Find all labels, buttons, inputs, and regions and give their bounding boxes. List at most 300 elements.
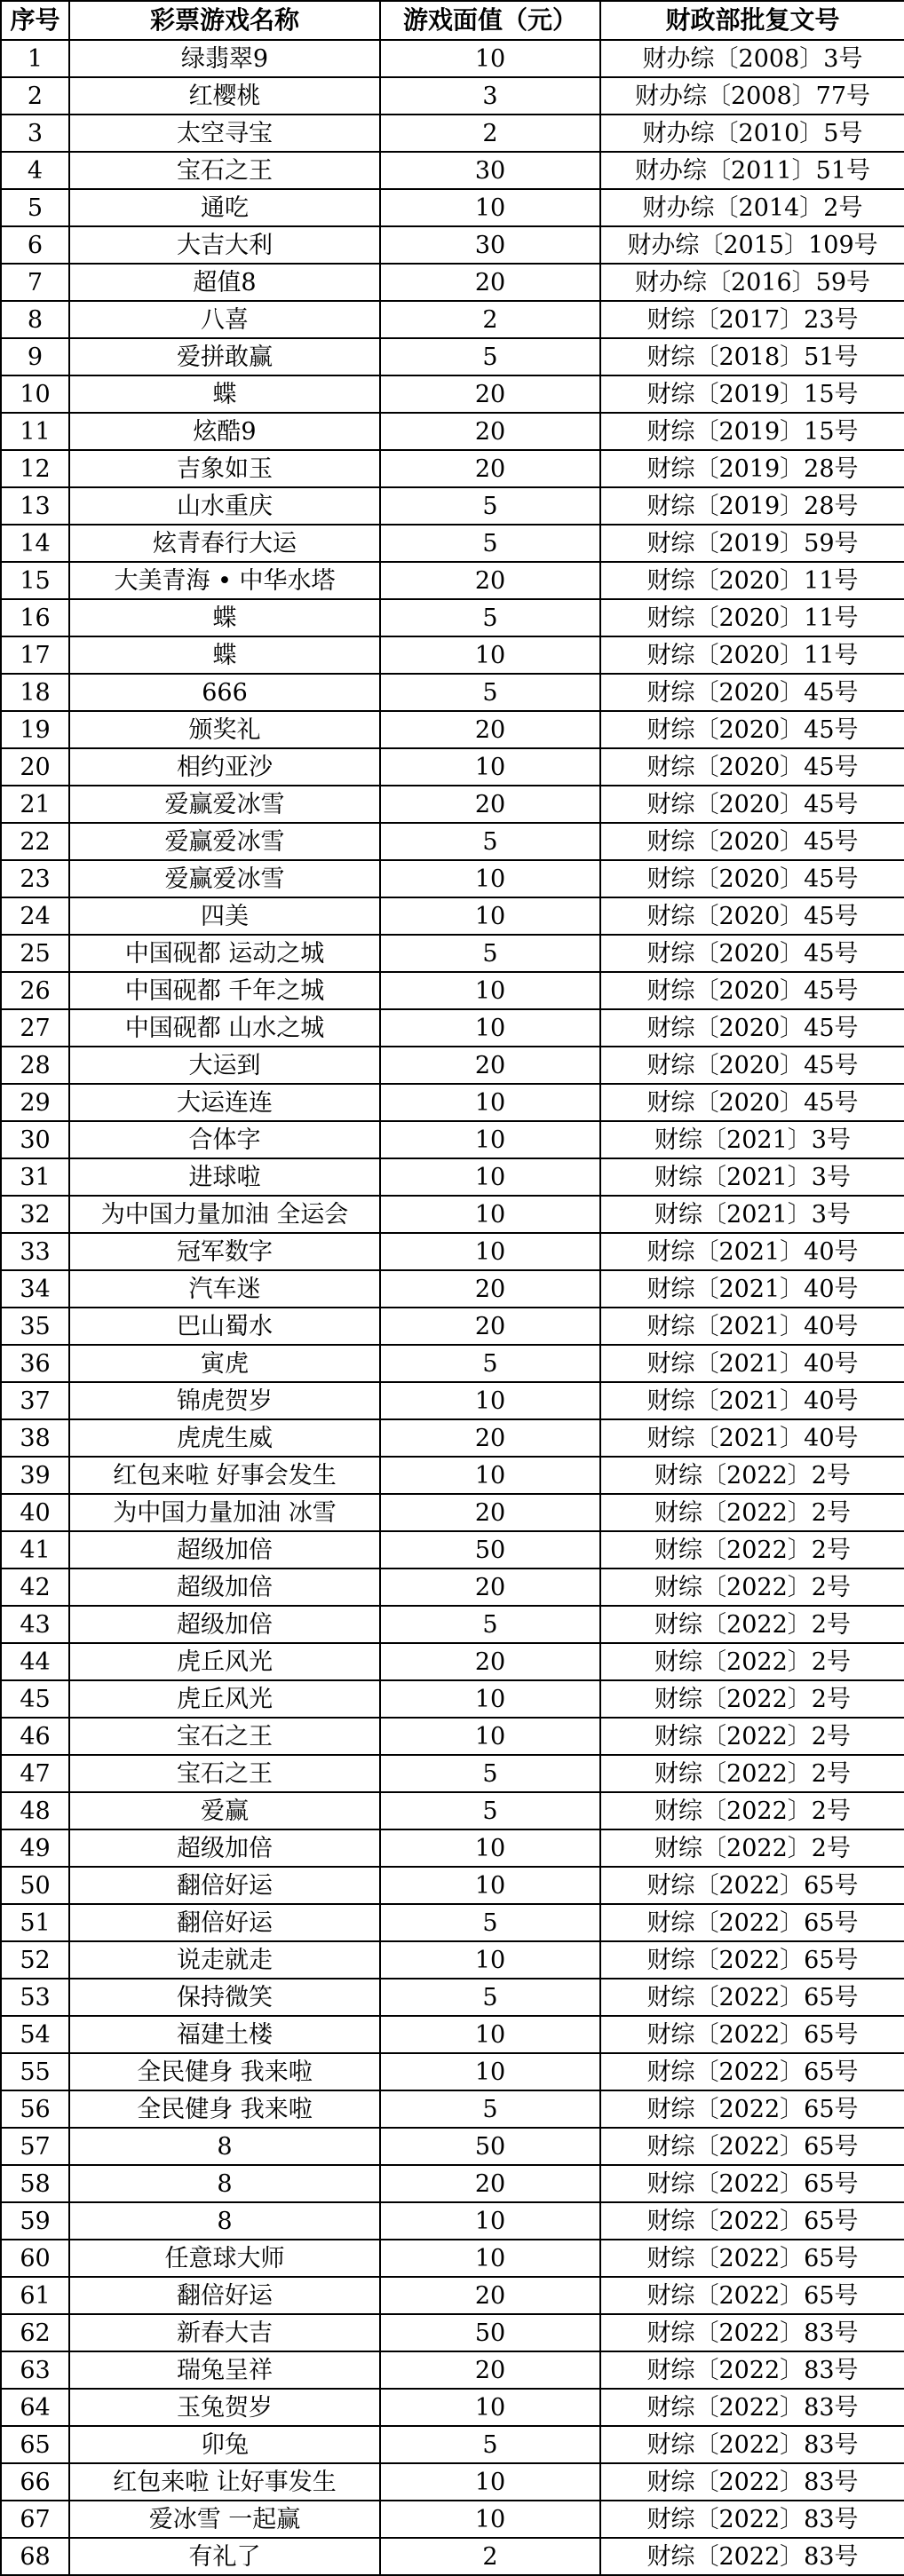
row-face-value: 20 [380, 711, 600, 748]
row-index: 50 [1, 1867, 69, 1904]
table-row [1, 786, 904, 823]
row-approval-doc: 财综〔2022〕2号 [600, 1569, 904, 1606]
table-row [1, 264, 904, 301]
table-row [1, 748, 904, 786]
row-approval-doc: 财综〔2020〕45号 [600, 711, 904, 748]
row-game-name: 红包来啦 好事会发生 [69, 1457, 380, 1494]
row-face-value: 10 [380, 636, 600, 674]
table-row [1, 1196, 904, 1233]
row-game-name: 说走就走 [69, 1941, 380, 1979]
row-game-name: 虎虎生威 [69, 1419, 380, 1457]
row-game-name: 超级加倍 [69, 1569, 380, 1606]
row-game-name: 中国砚都 山水之城 [69, 1009, 380, 1047]
table-row [1, 935, 904, 972]
row-face-value: 10 [380, 2389, 600, 2426]
header-face-value: 游戏面值（元） [380, 1, 600, 40]
row-approval-doc: 财综〔2022〕65号 [600, 1979, 904, 2016]
row-game-name: 绿翡翠9 [69, 40, 380, 77]
row-approval-doc: 财综〔2022〕83号 [600, 2463, 904, 2501]
table-row [1, 1270, 904, 1308]
row-game-name: 8 [69, 2128, 380, 2165]
row-approval-doc: 财综〔2021〕3号 [600, 1196, 904, 1233]
row-approval-doc: 财综〔2021〕40号 [600, 1308, 904, 1345]
row-approval-doc: 财办综〔2008〕77号 [600, 77, 904, 115]
table-row [1, 2016, 904, 2053]
row-face-value: 20 [380, 413, 600, 450]
row-face-value: 20 [380, 450, 600, 487]
table-row [1, 2314, 904, 2351]
table-row [1, 1382, 904, 1419]
table-row [1, 2463, 904, 2501]
row-game-name: 爱冰雪 一起赢 [69, 2501, 380, 2538]
row-index: 59 [1, 2202, 69, 2240]
row-index: 66 [1, 2463, 69, 2501]
row-game-name: 翻倍好运 [69, 1904, 380, 1941]
row-face-value: 20 [380, 1643, 600, 1680]
row-face-value: 2 [380, 115, 600, 152]
row-index: 30 [1, 1121, 69, 1158]
row-game-name: 翻倍好运 [69, 2277, 380, 2314]
row-index: 54 [1, 2016, 69, 2053]
table-row [1, 1121, 904, 1158]
table-row [1, 1643, 904, 1680]
table-row [1, 450, 904, 487]
row-face-value: 2 [380, 301, 600, 338]
row-approval-doc: 财综〔2020〕45号 [600, 786, 904, 823]
row-game-name: 大运到 [69, 1047, 380, 1084]
table-row [1, 1941, 904, 1979]
row-game-name: 8 [69, 2202, 380, 2240]
row-approval-doc: 财综〔2022〕83号 [600, 2426, 904, 2463]
row-face-value: 10 [380, 972, 600, 1009]
table-row [1, 2240, 904, 2277]
row-face-value: 10 [380, 748, 600, 786]
row-approval-doc: 财综〔2019〕28号 [600, 450, 904, 487]
row-approval-doc: 财综〔2019〕15号 [600, 413, 904, 450]
table-row [1, 1084, 904, 1121]
table-row [1, 301, 904, 338]
row-approval-doc: 财办综〔2008〕3号 [600, 40, 904, 77]
header-game-name: 彩票游戏名称 [69, 1, 380, 40]
row-approval-doc: 财综〔2022〕65号 [600, 2053, 904, 2090]
row-index: 31 [1, 1158, 69, 1196]
row-game-name: 炫青春行大运 [69, 525, 380, 562]
row-face-value: 20 [380, 2277, 600, 2314]
row-game-name: 任意球大师 [69, 2240, 380, 2277]
table-row [1, 897, 904, 935]
row-approval-doc: 财综〔2020〕11号 [600, 562, 904, 599]
row-approval-doc: 财综〔2022〕65号 [600, 1867, 904, 1904]
row-approval-doc: 财综〔2020〕45号 [600, 935, 904, 972]
row-index: 7 [1, 264, 69, 301]
row-approval-doc: 财综〔2020〕45号 [600, 1084, 904, 1121]
row-game-name: 四美 [69, 897, 380, 935]
table-row [1, 375, 904, 413]
row-face-value: 10 [380, 1009, 600, 1047]
row-approval-doc: 财综〔2019〕15号 [600, 375, 904, 413]
row-face-value: 5 [380, 599, 600, 636]
row-face-value: 10 [380, 2501, 600, 2538]
row-face-value: 20 [380, 1419, 600, 1457]
row-game-name: 寅虎 [69, 1345, 380, 1382]
row-index: 22 [1, 823, 69, 860]
row-approval-doc: 财综〔2019〕28号 [600, 487, 904, 525]
row-approval-doc: 财综〔2022〕2号 [600, 1494, 904, 1531]
row-game-name: 蝶 [69, 375, 380, 413]
row-face-value: 50 [380, 1531, 600, 1569]
row-game-name: 红樱桃 [69, 77, 380, 115]
table-row [1, 2165, 904, 2202]
row-index: 58 [1, 2165, 69, 2202]
row-face-value: 20 [380, 1308, 600, 1345]
row-approval-doc: 财综〔2020〕45号 [600, 972, 904, 1009]
row-index: 53 [1, 1979, 69, 2016]
row-face-value: 10 [380, 1382, 600, 1419]
row-face-value: 5 [380, 1979, 600, 2016]
table-row [1, 599, 904, 636]
row-approval-doc: 财综〔2022〕2号 [600, 1680, 904, 1718]
row-approval-doc: 财综〔2022〕2号 [600, 1829, 904, 1867]
row-game-name: 翻倍好运 [69, 1867, 380, 1904]
row-index: 60 [1, 2240, 69, 2277]
table-row [1, 1606, 904, 1643]
row-approval-doc: 财综〔2020〕45号 [600, 897, 904, 935]
row-index: 16 [1, 599, 69, 636]
row-game-name: 全民健身 我来啦 [69, 2053, 380, 2090]
table-row [1, 487, 904, 525]
row-index: 11 [1, 413, 69, 450]
row-approval-doc: 财综〔2022〕65号 [600, 2016, 904, 2053]
row-face-value: 10 [380, 1941, 600, 1979]
row-face-value: 10 [380, 1457, 600, 1494]
row-face-value: 10 [380, 860, 600, 897]
row-approval-doc: 财综〔2020〕11号 [600, 636, 904, 674]
table-row [1, 1979, 904, 2016]
row-face-value: 10 [380, 2463, 600, 2501]
header-approval-doc: 财政部批复文号 [600, 1, 904, 40]
row-game-name: 山水重庆 [69, 487, 380, 525]
row-index: 32 [1, 1196, 69, 1233]
row-index: 65 [1, 2426, 69, 2463]
row-game-name: 蝶 [69, 599, 380, 636]
table-row [1, 1158, 904, 1196]
row-game-name: 666 [69, 674, 380, 711]
table-row [1, 1569, 904, 1606]
row-face-value: 10 [380, 189, 600, 226]
row-approval-doc: 财综〔2020〕45号 [600, 860, 904, 897]
table-row [1, 1904, 904, 1941]
row-approval-doc: 财综〔2021〕40号 [600, 1233, 904, 1270]
table-row [1, 152, 904, 189]
row-face-value: 5 [380, 823, 600, 860]
row-face-value: 5 [380, 1606, 600, 1643]
row-game-name: 大吉大利 [69, 226, 380, 264]
row-game-name: 爱赢爱冰雪 [69, 786, 380, 823]
row-index: 23 [1, 860, 69, 897]
row-face-value: 10 [380, 1233, 600, 1270]
row-index: 46 [1, 1718, 69, 1755]
row-game-name: 大运连连 [69, 1084, 380, 1121]
row-game-name: 吉象如玉 [69, 450, 380, 487]
row-index: 21 [1, 786, 69, 823]
row-game-name: 卯兔 [69, 2426, 380, 2463]
row-index: 56 [1, 2090, 69, 2128]
row-game-name: 相约亚沙 [69, 748, 380, 786]
row-face-value: 20 [380, 2351, 600, 2389]
row-index: 20 [1, 748, 69, 786]
table-row [1, 2090, 904, 2128]
row-face-value: 10 [380, 2240, 600, 2277]
row-index: 37 [1, 1382, 69, 1419]
table-row [1, 1867, 904, 1904]
row-game-name: 中国砚都 千年之城 [69, 972, 380, 1009]
row-face-value: 10 [380, 1718, 600, 1755]
row-approval-doc: 财综〔2022〕83号 [600, 2501, 904, 2538]
header-index: 序号 [1, 1, 69, 40]
table-row [1, 1680, 904, 1718]
row-approval-doc: 财综〔2020〕11号 [600, 599, 904, 636]
table-row [1, 972, 904, 1009]
row-face-value: 20 [380, 562, 600, 599]
row-index: 28 [1, 1047, 69, 1084]
row-face-value: 20 [380, 375, 600, 413]
row-game-name: 合体字 [69, 1121, 380, 1158]
row-approval-doc: 财综〔2021〕40号 [600, 1419, 904, 1457]
row-index: 67 [1, 2501, 69, 2538]
table-row [1, 1047, 904, 1084]
row-face-value: 5 [380, 935, 600, 972]
row-face-value: 5 [380, 1755, 600, 1792]
row-approval-doc: 财综〔2022〕65号 [600, 2090, 904, 2128]
table-row [1, 2389, 904, 2426]
row-game-name: 超值8 [69, 264, 380, 301]
table-row [1, 1009, 904, 1047]
row-game-name: 爱拼敢赢 [69, 338, 380, 375]
row-game-name: 爱赢爱冰雪 [69, 823, 380, 860]
row-index: 33 [1, 1233, 69, 1270]
row-face-value: 5 [380, 1904, 600, 1941]
row-game-name: 汽车迷 [69, 1270, 380, 1308]
row-face-value: 20 [380, 1270, 600, 1308]
row-approval-doc: 财综〔2022〕65号 [600, 1904, 904, 1941]
table-row [1, 77, 904, 115]
row-approval-doc: 财综〔2022〕83号 [600, 2538, 904, 2575]
row-game-name: 通吃 [69, 189, 380, 226]
row-face-value: 10 [380, 1196, 600, 1233]
row-index: 35 [1, 1308, 69, 1345]
row-approval-doc: 财办综〔2011〕51号 [600, 152, 904, 189]
row-approval-doc: 财综〔2022〕65号 [600, 2240, 904, 2277]
row-approval-doc: 财综〔2022〕65号 [600, 2277, 904, 2314]
row-index: 45 [1, 1680, 69, 1718]
row-index: 8 [1, 301, 69, 338]
row-approval-doc: 财综〔2021〕40号 [600, 1345, 904, 1382]
row-face-value: 5 [380, 1792, 600, 1829]
row-approval-doc: 财综〔2020〕45号 [600, 674, 904, 711]
row-game-name: 保持微笑 [69, 1979, 380, 2016]
row-game-name: 有礼了 [69, 2538, 380, 2575]
row-game-name: 中国砚都 运动之城 [69, 935, 380, 972]
row-game-name: 红包来啦 让好事发生 [69, 2463, 380, 2501]
row-approval-doc: 财综〔2022〕2号 [600, 1457, 904, 1494]
table-row [1, 711, 904, 748]
row-approval-doc: 财办综〔2014〕2号 [600, 189, 904, 226]
row-approval-doc: 财综〔2022〕65号 [600, 2202, 904, 2240]
row-game-name: 宝石之王 [69, 152, 380, 189]
row-face-value: 10 [380, 2053, 600, 2090]
row-face-value: 5 [380, 1345, 600, 1382]
row-approval-doc: 财综〔2021〕3号 [600, 1158, 904, 1196]
row-face-value: 5 [380, 674, 600, 711]
row-face-value: 10 [380, 1829, 600, 1867]
row-face-value: 20 [380, 264, 600, 301]
row-index: 15 [1, 562, 69, 599]
row-game-name: 全民健身 我来啦 [69, 2090, 380, 2128]
row-index: 57 [1, 2128, 69, 2165]
row-index: 62 [1, 2314, 69, 2351]
table-row [1, 562, 904, 599]
table-row [1, 1718, 904, 1755]
row-approval-doc: 财综〔2021〕40号 [600, 1382, 904, 1419]
row-index: 12 [1, 450, 69, 487]
row-game-name: 宝石之王 [69, 1755, 380, 1792]
row-face-value: 2 [380, 2538, 600, 2575]
row-index: 43 [1, 1606, 69, 1643]
table-row [1, 2426, 904, 2463]
table-row [1, 226, 904, 264]
row-face-value: 10 [380, 1867, 600, 1904]
row-index: 6 [1, 226, 69, 264]
row-game-name: 超级加倍 [69, 1829, 380, 1867]
row-approval-doc: 财综〔2019〕59号 [600, 525, 904, 562]
row-approval-doc: 财综〔2020〕45号 [600, 1047, 904, 1084]
row-approval-doc: 财综〔2022〕83号 [600, 2351, 904, 2389]
row-index: 41 [1, 1531, 69, 1569]
row-game-name: 冠军数字 [69, 1233, 380, 1270]
row-approval-doc: 财综〔2022〕2号 [600, 1792, 904, 1829]
row-index: 36 [1, 1345, 69, 1382]
row-index: 25 [1, 935, 69, 972]
row-game-name: 超级加倍 [69, 1606, 380, 1643]
row-approval-doc: 财综〔2021〕40号 [600, 1270, 904, 1308]
row-face-value: 10 [380, 40, 600, 77]
row-face-value: 20 [380, 1047, 600, 1084]
row-game-name: 宝石之王 [69, 1718, 380, 1755]
row-index: 19 [1, 711, 69, 748]
row-game-name: 大美青海 • 中华水塔 [69, 562, 380, 599]
row-game-name: 超级加倍 [69, 1531, 380, 1569]
row-game-name: 虎丘风光 [69, 1643, 380, 1680]
row-index: 17 [1, 636, 69, 674]
row-index: 44 [1, 1643, 69, 1680]
row-face-value: 10 [380, 1158, 600, 1196]
table-row [1, 860, 904, 897]
row-face-value: 50 [380, 2128, 600, 2165]
row-index: 2 [1, 77, 69, 115]
table-row [1, 2277, 904, 2314]
row-approval-doc: 财综〔2022〕2号 [600, 1531, 904, 1569]
row-approval-doc: 财综〔2022〕2号 [600, 1643, 904, 1680]
row-index: 27 [1, 1009, 69, 1047]
table-row [1, 674, 904, 711]
row-game-name: 玉兔贺岁 [69, 2389, 380, 2426]
row-index: 63 [1, 2351, 69, 2389]
table-row [1, 1308, 904, 1345]
row-game-name: 爱赢爱冰雪 [69, 860, 380, 897]
row-index: 49 [1, 1829, 69, 1867]
row-approval-doc: 财办综〔2016〕59号 [600, 264, 904, 301]
row-face-value: 50 [380, 2314, 600, 2351]
row-game-name: 为中国力量加油 全运会 [69, 1196, 380, 1233]
row-approval-doc: 财综〔2021〕3号 [600, 1121, 904, 1158]
row-index: 29 [1, 1084, 69, 1121]
table-row [1, 2202, 904, 2240]
row-index: 47 [1, 1755, 69, 1792]
table-row [1, 2053, 904, 2090]
table-row [1, 525, 904, 562]
row-face-value: 5 [380, 2426, 600, 2463]
row-face-value: 10 [380, 2202, 600, 2240]
row-face-value: 30 [380, 226, 600, 264]
table-body [1, 40, 904, 2575]
row-face-value: 20 [380, 1569, 600, 1606]
table-row [1, 1494, 904, 1531]
row-face-value: 10 [380, 1121, 600, 1158]
table-row [1, 2501, 904, 2538]
table-row [1, 2351, 904, 2389]
row-index: 13 [1, 487, 69, 525]
row-index: 68 [1, 2538, 69, 2575]
row-approval-doc: 财综〔2022〕65号 [600, 2128, 904, 2165]
row-game-name: 福建土楼 [69, 2016, 380, 2053]
table-row [1, 636, 904, 674]
row-face-value: 5 [380, 487, 600, 525]
row-index: 5 [1, 189, 69, 226]
row-approval-doc: 财综〔2020〕45号 [600, 823, 904, 860]
row-approval-doc: 财综〔2022〕65号 [600, 1941, 904, 1979]
table-row [1, 1419, 904, 1457]
table-row [1, 1829, 904, 1867]
table-row [1, 115, 904, 152]
table-row [1, 1457, 904, 1494]
row-index: 4 [1, 152, 69, 189]
row-approval-doc: 财综〔2022〕83号 [600, 2314, 904, 2351]
row-index: 39 [1, 1457, 69, 1494]
row-approval-doc: 财综〔2017〕23号 [600, 301, 904, 338]
row-index: 52 [1, 1941, 69, 1979]
row-face-value: 20 [380, 2165, 600, 2202]
row-face-value: 10 [380, 1680, 600, 1718]
row-game-name: 八喜 [69, 301, 380, 338]
row-face-value: 10 [380, 897, 600, 935]
row-index: 14 [1, 525, 69, 562]
table-row [1, 1345, 904, 1382]
row-index: 42 [1, 1569, 69, 1606]
row-face-value: 20 [380, 786, 600, 823]
row-index: 38 [1, 1419, 69, 1457]
row-game-name: 太空寻宝 [69, 115, 380, 152]
row-index: 40 [1, 1494, 69, 1531]
row-face-value: 10 [380, 1084, 600, 1121]
table-row [1, 413, 904, 450]
row-approval-doc: 财办综〔2010〕5号 [600, 115, 904, 152]
row-face-value: 30 [380, 152, 600, 189]
table-row [1, 1792, 904, 1829]
row-index: 10 [1, 375, 69, 413]
row-index: 48 [1, 1792, 69, 1829]
row-index: 64 [1, 2389, 69, 2426]
row-index: 1 [1, 40, 69, 77]
